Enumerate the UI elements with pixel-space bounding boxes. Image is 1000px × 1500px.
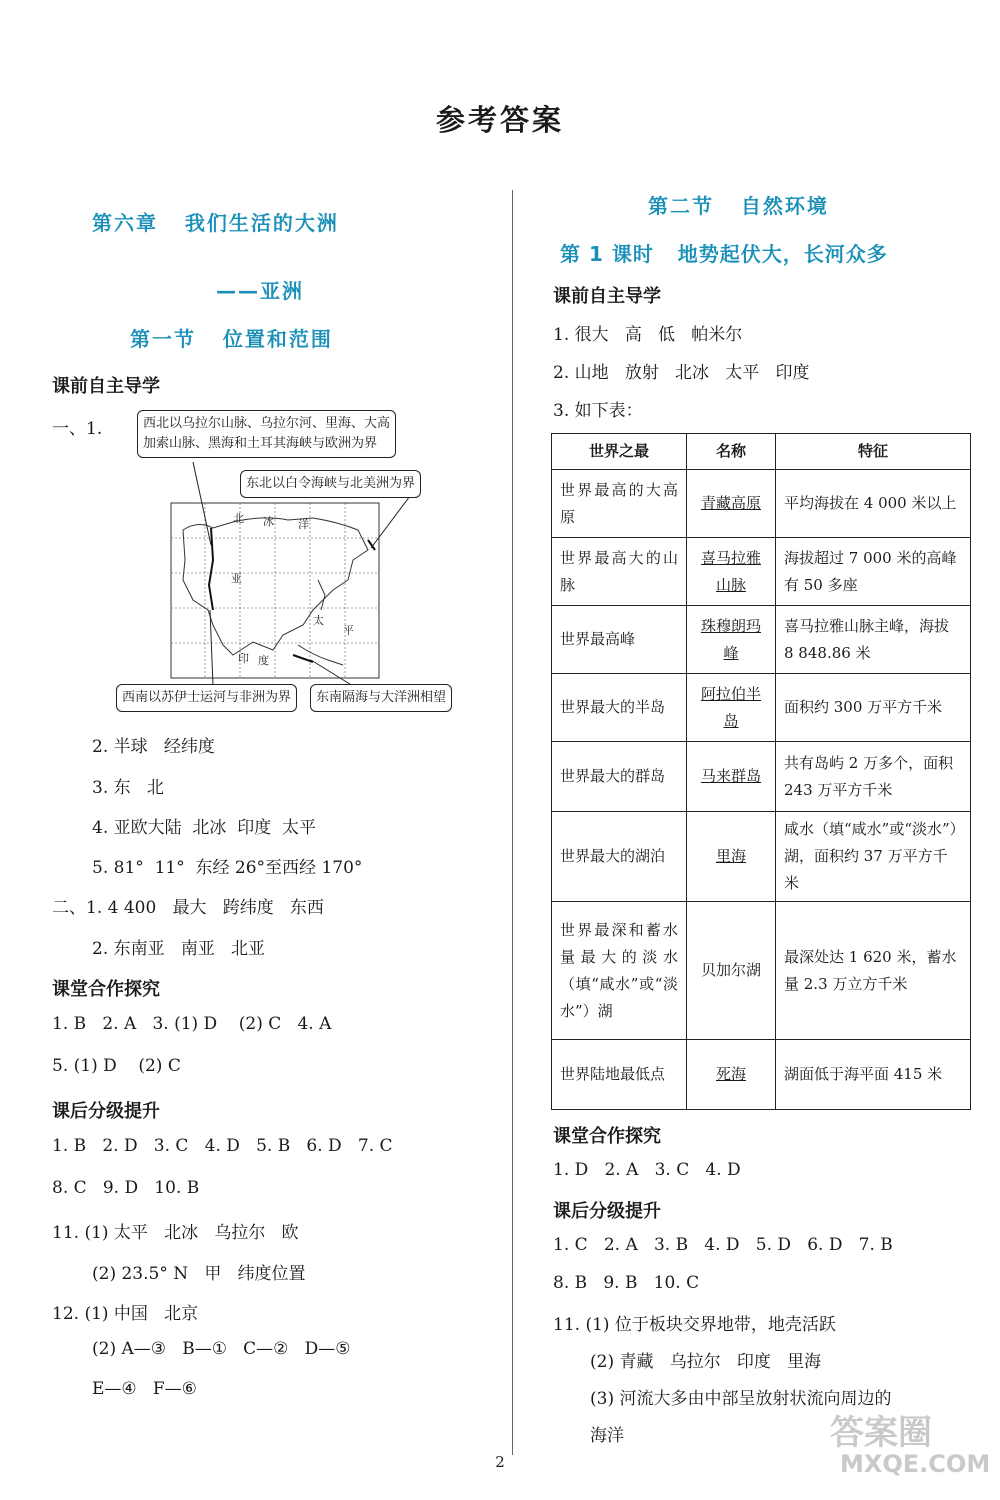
table-cell-feature: 平均海拔在 4 000 米以上 — [776, 470, 971, 538]
left-after-5: 12. (1) 中国 北京 — [52, 1304, 199, 1324]
table-cell-record: 世界最深和蓄水量最大的淡水（填“咸水”或“淡水”）湖 — [552, 902, 687, 1040]
left-line-3: 3. 东 北 — [92, 778, 164, 798]
map-label-ping: 平 — [343, 624, 354, 637]
table-row — [552, 606, 971, 674]
table-cell-feature: 海拔超过 7 000 米的高峰有 50 多座 — [776, 538, 971, 606]
table-row — [552, 742, 971, 812]
table-cell-feature: 喜马拉雅山脉主峰，海拔 8 848.86 米 — [776, 606, 971, 674]
map-label-ya: 亚 — [231, 572, 242, 585]
table-row — [552, 538, 971, 606]
map-label-du: 度 — [258, 654, 269, 667]
table-cell-name: 珠穆朗玛峰 — [687, 606, 776, 674]
table-cell-record: 世界最大的半岛 — [552, 674, 687, 742]
left-line-2: 2. 半球 经纬度 — [92, 737, 215, 757]
right-after-4: (2) 青藏 乌拉尔 印度 里海 — [590, 1352, 822, 1372]
table-cell-name: 喜马拉雅山脉 — [687, 538, 776, 606]
pre-study-heading-right: 课前自主导学 — [553, 286, 661, 307]
pre-study-heading-left: 课前自主导学 — [52, 376, 160, 397]
table-cell-name: 死海 — [687, 1040, 776, 1110]
table-cell-record: 世界最高的大高原 — [552, 470, 687, 538]
chapter-subheading: ——亚洲 — [216, 279, 304, 303]
table-row — [552, 812, 971, 902]
table-cell-record: 世界最大的群岛 — [552, 742, 687, 812]
q1-prefix: 一、1. — [52, 419, 103, 439]
table-cell-record: 世界最高大的山脉 — [552, 538, 687, 606]
callout-southwest: 西南以苏伊士运河与非洲为界 — [116, 684, 297, 712]
map-label-yang: 洋 — [298, 518, 309, 531]
table-cell-record: 世界最大的湖泊 — [552, 812, 687, 902]
world-records-table — [551, 433, 971, 1110]
lesson-heading: 第 1 课时 地势起伏大，长河众多 — [560, 242, 888, 266]
left-class-2: 5. (1) D (2) C — [52, 1056, 181, 1076]
left-class-1: 1. B 2. A 3. (1) D (2) C 4. A — [52, 1014, 332, 1034]
section-heading-left: 第一节 位置和范围 — [130, 327, 333, 351]
table-cell-name: 马来群岛 — [687, 742, 776, 812]
table-header-cell: 名称 — [687, 434, 776, 470]
class-heading-right: 课堂合作探究 — [553, 1126, 661, 1147]
table-cell-feature: 最深处达 1 620 米，蓄水量 2.3 万立方千米 — [776, 902, 971, 1040]
map-label-bing: 冰 — [263, 515, 274, 528]
table-cell-name: 阿拉伯半岛 — [687, 674, 776, 742]
right-pre-1: 1. 很大 高 低 帕米尔 — [553, 325, 743, 345]
left-line-7: 2. 东南亚 南亚 北亚 — [92, 939, 266, 959]
table-cell-name: 青藏高原 — [687, 470, 776, 538]
table-header-row — [552, 434, 971, 470]
callout-northeast: 东北以白令海峡与北美洲为界 — [240, 470, 421, 498]
map-label-yin: 印 — [238, 652, 249, 665]
table-cell-name: 里海 — [687, 812, 776, 902]
table-cell-feature: 面积约 300 万平方千米 — [776, 674, 971, 742]
table-cell-feature: 共有岛屿 2 万多个，面积 243 万平方千米 — [776, 742, 971, 812]
table-cell-name: 贝加尔湖 — [687, 902, 776, 1040]
asia-boundary-map — [113, 410, 483, 715]
section-heading-right: 第二节 自然环境 — [648, 194, 829, 218]
watermark-url: MXQE.COM — [840, 1450, 991, 1478]
right-after-2: 8. B 9. B 10. C — [553, 1273, 700, 1293]
left-line-6: 二、1. 4 400 最大 跨纬度 东西 — [52, 898, 324, 918]
right-after-5: (3) 河流大多由中部呈放射状流向周边的 — [590, 1389, 892, 1409]
table-header-cell: 特征 — [776, 434, 971, 470]
left-after-1: 1. B 2. D 3. C 4. D 5. B 6. D 7. C — [52, 1136, 393, 1156]
page-title: 参考答案 — [435, 103, 564, 137]
right-after-6: 海洋 — [590, 1426, 624, 1446]
table-row — [552, 902, 971, 1040]
right-class-1: 1. D 2. A 3. C 4. D — [553, 1160, 741, 1180]
left-after-3: 11. (1) 太平 北冰 乌拉尔 欧 — [52, 1223, 299, 1243]
after-heading-left: 课后分级提升 — [52, 1101, 160, 1122]
left-after-6: (2) A—③ B—① C—② D—⑤ — [92, 1339, 351, 1359]
class-heading-left: 课堂合作探究 — [52, 979, 160, 1000]
left-line-5: 5. 81° 11° 东经 26°至西经 170° — [92, 858, 363, 878]
table-cell-record: 世界陆地最低点 — [552, 1040, 687, 1110]
page-number: 2 — [495, 1453, 505, 1471]
callout-southeast: 东南隔海与大洋洲相望 — [310, 684, 452, 712]
map-label-tai: 太 — [313, 614, 324, 627]
left-after-2: 8. C 9. D 10. B — [52, 1178, 200, 1198]
left-after-7: E—④ F—⑥ — [92, 1379, 197, 1399]
left-after-4: (2) 23.5° N 甲 纬度位置 — [92, 1264, 306, 1284]
table-cell-feature: 湖面低于海平面 415 米 — [776, 1040, 971, 1110]
right-after-1: 1. C 2. A 3. B 4. D 5. D 6. D 7. B — [553, 1235, 893, 1255]
left-line-4: 4. 亚欧大陆 北冰 印度 太平 — [92, 818, 317, 838]
right-pre-2: 2. 山地 放射 北冰 太平 印度 — [553, 363, 810, 383]
map-label-bei: 北 — [233, 512, 244, 525]
table-row — [552, 1040, 971, 1110]
column-divider — [512, 190, 513, 1455]
table-cell-feature: 咸水（填“咸水”或“淡水”）湖，面积约 37 万平方千米 — [776, 812, 971, 902]
table-row — [552, 674, 971, 742]
callout-northwest: 西北以乌拉尔山脉、乌拉尔河、里海、大高 加索山脉、黑海和土耳其海峡与欧洲为界 — [137, 410, 396, 458]
table-header-cell: 世界之最 — [552, 434, 687, 470]
watermark-logo: 答案圈 — [830, 1413, 932, 1453]
right-after-3: 11. (1) 位于板块交界地带，地壳活跃 — [553, 1315, 836, 1335]
chapter-heading: 第六章 我们生活的大洲 — [92, 211, 339, 235]
table-cell-record: 世界最高峰 — [552, 606, 687, 674]
right-pre-3: 3. 如下表： — [553, 401, 643, 421]
table-row — [552, 470, 971, 538]
after-heading-right: 课后分级提升 — [553, 1201, 661, 1222]
